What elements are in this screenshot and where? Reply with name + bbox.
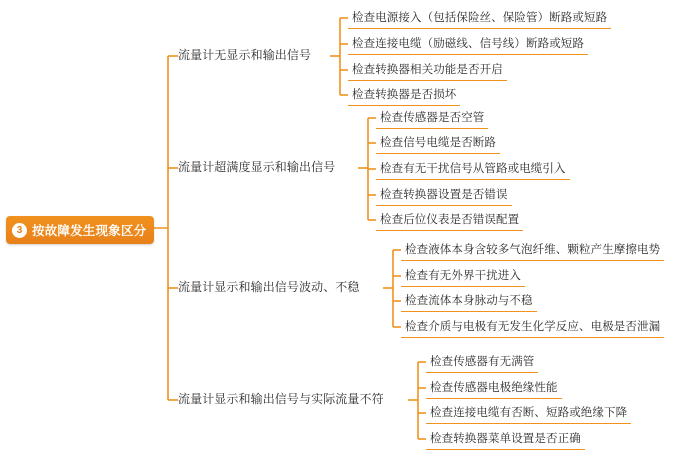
leaf-node[interactable]: 检查电源接入（包括保险丝、保险管）断路或短路 (348, 6, 611, 29)
leaf-node[interactable]: 检查连接电缆有否断、短路或绝缘下降 (426, 401, 631, 424)
leaf-node[interactable]: 检查连接电缆（励磁线、信号线）断路或短路 (348, 32, 588, 55)
leaf-node[interactable]: 检查转换器是否损坏 (348, 83, 460, 106)
leaf-node[interactable]: 检查有无外界干扰进入 (401, 264, 525, 287)
leaf-node[interactable]: 检查传感器有无满管 (426, 350, 538, 373)
leaf-node[interactable]: 检查传感器是否空管 (376, 106, 488, 129)
leaf-node[interactable]: 检查信号电缆是否断路 (376, 131, 500, 154)
leaf-node[interactable]: 检查转换器相关功能是否开启 (348, 58, 507, 81)
root-index-badge: 3 (12, 223, 27, 238)
leaf-node[interactable]: 检查转换器菜单设置是否正确 (426, 427, 585, 450)
leaf-node[interactable]: 检查传感器电极绝缘性能 (426, 376, 562, 399)
leaf-node[interactable]: 检查转换器设置是否错误 (376, 183, 512, 206)
branch-label-3[interactable]: 流量计显示和输出信号波动、不稳 (178, 280, 360, 294)
root-node[interactable] (6, 216, 154, 244)
leaf-node[interactable]: 检查后位仪表是否错误配置 (376, 208, 523, 231)
root-label: 按故障发生现象区分 (32, 224, 147, 238)
branch-label-2[interactable]: 流量计超满度显示和输出信号 (178, 160, 336, 174)
leaf-node[interactable]: 检查介质与电极有无发生化学反应、电极是否泄漏 (401, 315, 664, 338)
leaf-node[interactable]: 检查液体本身含较多气泡纤维、颗粒产生摩擦电势 (401, 238, 664, 261)
branch-label-4[interactable]: 流量计显示和输出信号与实际流量不符 (178, 392, 384, 406)
leaf-node[interactable]: 检查有无干扰信号从管路或电缆引入 (376, 157, 570, 180)
leaf-node[interactable]: 检查流体本身脉动与不稳 (401, 289, 537, 312)
branch-label-1[interactable]: 流量计无显示和输出信号 (178, 48, 312, 62)
